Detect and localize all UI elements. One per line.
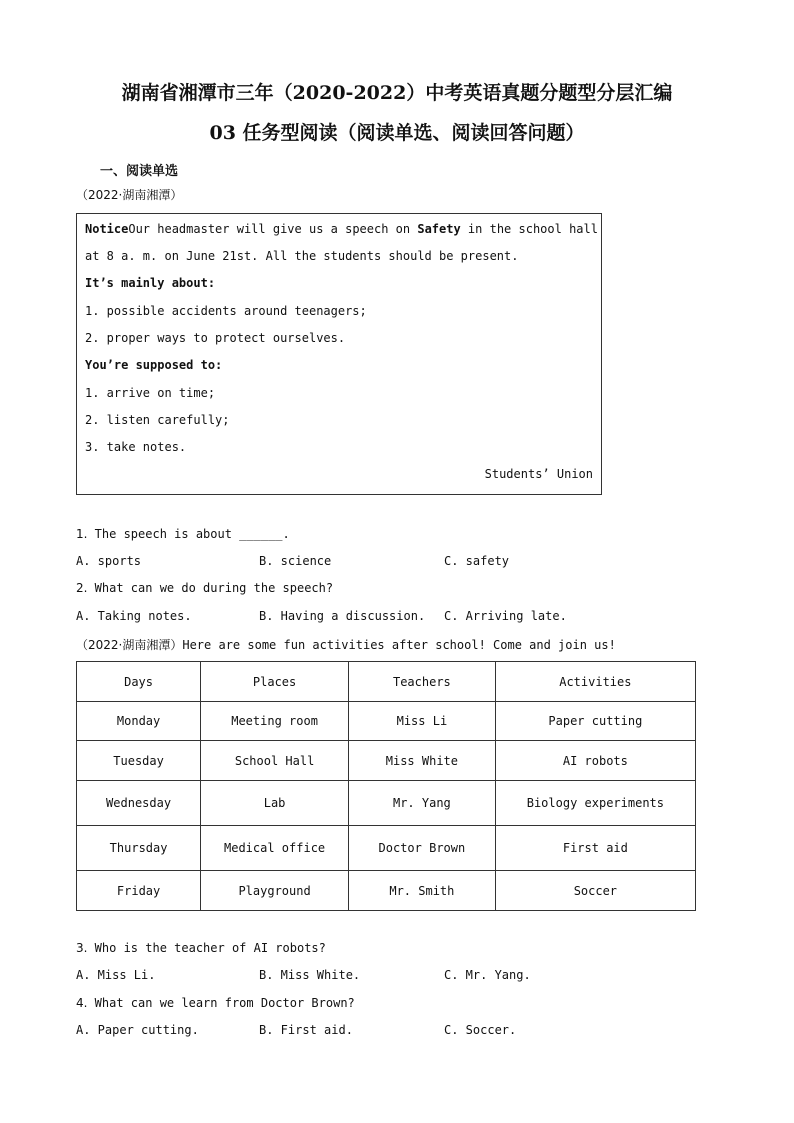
notice-heading-about: It’s mainly about: — [85, 276, 216, 290]
q3-option-b: B. Miss White. — [259, 968, 361, 982]
notice-signature: Students’ Union — [484, 467, 593, 481]
q2-option-a: A. Taking notes. — [76, 609, 192, 623]
notice-about-item: 1. possible accidents around teenagers; — [85, 304, 367, 318]
part1-source: （2022·湖南湘潭） — [76, 188, 183, 202]
question-1: 1. The speech is about ______. — [76, 527, 290, 541]
table-cell: Medical office — [201, 826, 349, 871]
table-cell: Monday — [77, 702, 201, 741]
table-header: Places — [201, 662, 349, 702]
notice-about-item: 2. proper ways to protect ourselves. — [85, 331, 346, 345]
q1-option-b: B. science — [259, 554, 332, 568]
notice-line-1: NoticeOur headmaster will give us a speech on Safety in the school hall — [85, 222, 598, 236]
table-header: Teachers — [349, 662, 496, 702]
q2-option-b: B. Having a discussion. — [259, 609, 426, 623]
q1-option-a: A. sports — [76, 554, 142, 568]
document-subtitle: 03 任务型阅读（阅读单选、阅读回答问题） — [209, 122, 585, 144]
table-header-row — [77, 662, 696, 702]
notice-label: Notice — [85, 222, 129, 236]
table-cell: Playground — [201, 871, 349, 911]
table-cell: Meeting room — [201, 702, 349, 741]
table-cell: School Hall — [201, 741, 349, 781]
part2-intro: Here are some fun activities after school! Come and join us! — [182, 638, 616, 652]
q4-option-b: B. First aid. — [259, 1023, 353, 1037]
table-row — [77, 702, 696, 741]
table-header: Activities — [495, 662, 695, 702]
table-header: Days — [77, 662, 201, 702]
table-row — [77, 826, 696, 871]
q3-option-c: C. Mr. Yang. — [444, 968, 531, 982]
table-cell: Lab — [201, 781, 349, 826]
notice-todo-item: 1. arrive on time; — [85, 386, 216, 400]
q2-option-c: C. Arriving late. — [444, 609, 567, 623]
part2-source: （2022·湖南湘潭） — [76, 638, 183, 652]
notice-todo-item: 2. listen carefully; — [85, 413, 230, 427]
q4-option-c: C. Soccer. — [444, 1023, 517, 1037]
table-cell: Wednesday — [77, 781, 201, 826]
table-row — [77, 871, 696, 911]
notice-heading-todo: You’re supposed to: — [85, 358, 223, 372]
table-cell: Paper cutting — [495, 702, 695, 741]
notice-keyword: Safety — [417, 222, 461, 236]
activities-table — [76, 661, 696, 911]
table-cell: First aid — [495, 826, 695, 871]
table-row — [77, 741, 696, 781]
section-heading: 一、阅读单选 — [100, 164, 179, 179]
table-cell: Mr. Yang — [349, 781, 496, 826]
table-cell: Tuesday — [77, 741, 201, 781]
table-cell: AI robots — [495, 741, 695, 781]
document-title: 湖南省湘潭市三年（2020-2022）中考英语真题分题型分层汇编 — [121, 82, 673, 104]
question-4: 4. What can we learn from Doctor Brown? — [76, 996, 355, 1010]
table-cell: Biology experiments — [495, 781, 695, 826]
table-cell: Mr. Smith — [349, 871, 496, 911]
table-cell: Miss White — [349, 741, 496, 781]
question-2: 2. What can we do during the speech? — [76, 581, 334, 595]
q3-option-a: A. Miss Li. — [76, 968, 156, 982]
part2-intro-line — [76, 636, 616, 654]
q4-option-a: A. Paper cutting. — [76, 1023, 199, 1037]
table-cell: Thursday — [77, 826, 201, 871]
table-cell: Miss Li — [349, 702, 496, 741]
notice-line-2: at 8 a. m. on June 21st. All the students should be present. — [85, 249, 519, 263]
question-3: 3. Who is the teacher of AI robots? — [76, 941, 326, 955]
notice-box — [76, 213, 602, 495]
q1-option-c: C. safety — [444, 554, 510, 568]
table-cell: Doctor Brown — [349, 826, 496, 871]
table-cell: Friday — [77, 871, 201, 911]
table-row — [77, 781, 696, 826]
notice-todo-item: 3. take notes. — [85, 440, 187, 454]
table-cell: Soccer — [495, 871, 695, 911]
